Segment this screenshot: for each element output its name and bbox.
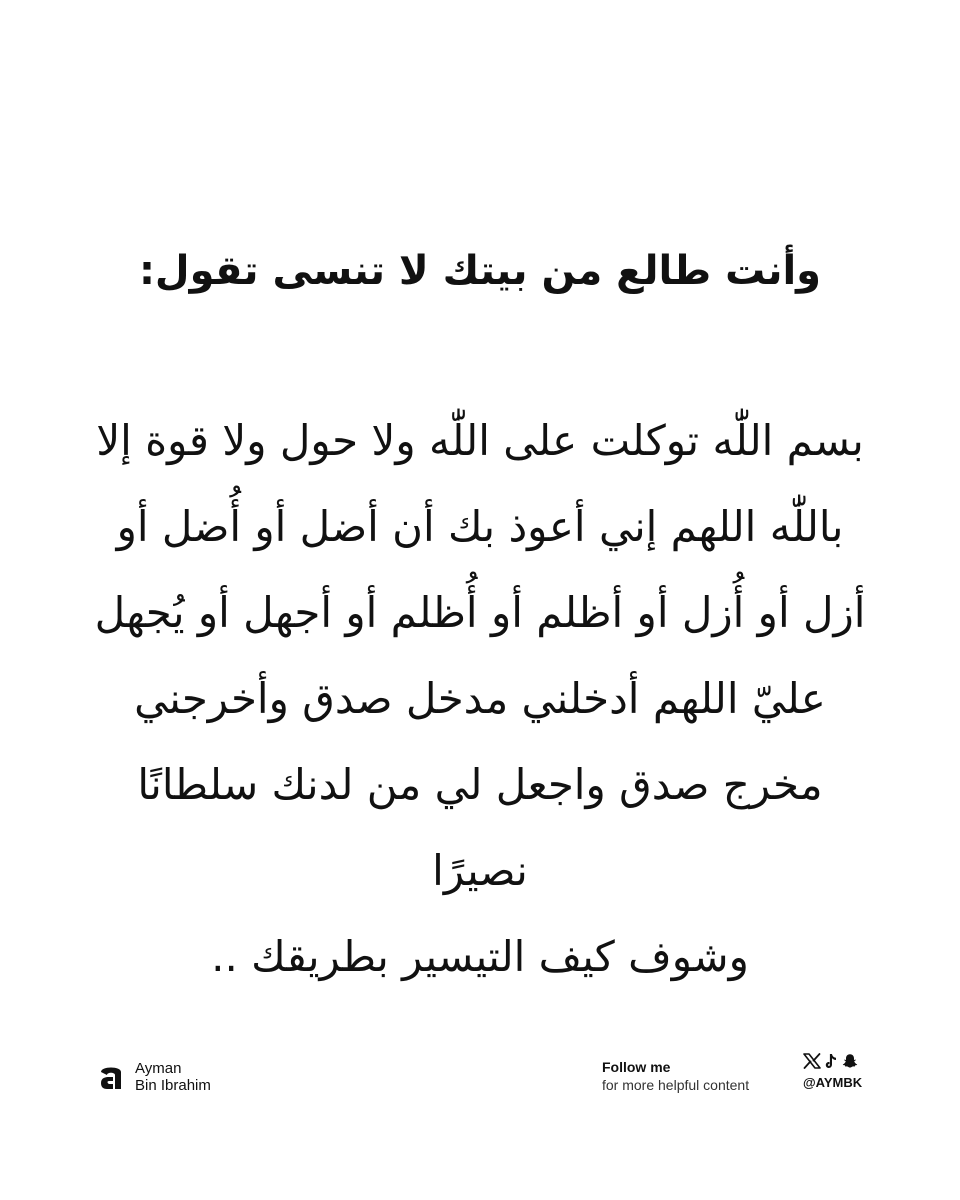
closing-line: وشوف كيف التيسير بطريقك .. bbox=[211, 932, 749, 981]
post-heading: وأنت طالع من بيتك لا تنسى تقول: bbox=[138, 248, 822, 294]
follow-title: Follow me bbox=[602, 1059, 671, 1075]
snapchat-icon[interactable] bbox=[842, 1053, 858, 1069]
brand-first-name: Ayman bbox=[135, 1060, 182, 1077]
follow-subtitle: for more helpful content bbox=[602, 1077, 750, 1093]
brand-last-name: Bin Ibrahim bbox=[135, 1077, 211, 1094]
brand-name bbox=[135, 1060, 211, 1094]
dua-text bbox=[80, 398, 880, 1000]
dua-line: عليّ اللهم أدخلني مدخل صدق وأخرجني bbox=[134, 674, 826, 723]
dua-line: باللّٰه اللهم إني أعوذ بك أن أضل أو أُضل أو bbox=[116, 502, 844, 551]
social-icons bbox=[803, 1050, 862, 1072]
social-links bbox=[803, 1050, 862, 1092]
follow-cta bbox=[602, 1058, 749, 1094]
tiktok-icon[interactable] bbox=[824, 1053, 839, 1070]
footer bbox=[0, 1040, 960, 1110]
dua-line: نصيرًا bbox=[432, 846, 528, 895]
dua-line: أزل أو أُزل أو أظلم أو أُظلم أو أجهل أو يُجهل bbox=[94, 588, 866, 637]
brand bbox=[97, 1060, 211, 1094]
dua-line: بسم اللّٰه توكلت على اللّٰه ولا حول ولا قوة إلا bbox=[96, 416, 864, 465]
x-icon[interactable] bbox=[803, 1053, 821, 1069]
brand-a-logo-icon bbox=[97, 1063, 125, 1091]
social-handle[interactable]: @AYMBK bbox=[803, 1075, 863, 1090]
dua-line: مخرج صدق واجعل لي من لدنك سلطانًا bbox=[137, 760, 823, 809]
